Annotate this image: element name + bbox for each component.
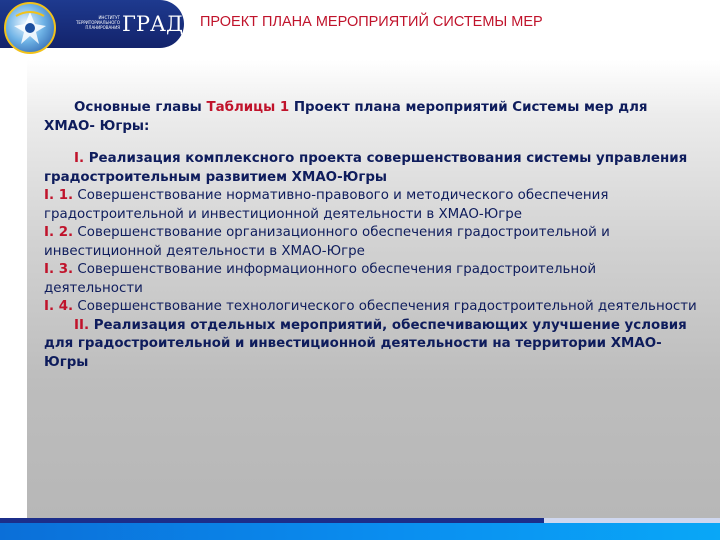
item-text: Совершенствование информационного обеспечения градостроительной деятельности <box>44 262 597 296</box>
item-text: Совершенствование технологического обеспечения градостроительной деятельности <box>73 299 697 314</box>
section-1-item-1 <box>44 187 699 224</box>
item-text: Совершенствование нормативно-правового и методического обеспечения градостроительной и инвестиционной деятельности в ХМАО-Югре <box>44 188 609 222</box>
item-number: I. 4. <box>44 299 74 314</box>
section-1-item-3 <box>44 261 699 298</box>
section-1-item-2 <box>44 224 699 261</box>
section-1-title: Реализация комплексного проекта совершенствования системы управления градостроительным развитием ХМАО-Югры <box>44 151 688 185</box>
item-number: I. 2. <box>44 225 74 240</box>
intro-suffix: Проект плана мероприятий Системы мер для ХМАО- Югры: <box>44 100 648 134</box>
logo-institute-text: ИНСТИТУТ ТЕРРИТОРИАЛЬНОГО ПЛАНИРОВАНИЯ <box>75 15 120 30</box>
emblem-circle-icon <box>4 2 56 54</box>
intro-highlight: Таблицы 1 <box>206 100 290 115</box>
section-1-heading <box>44 150 699 187</box>
item-number: I. 3. <box>44 262 74 277</box>
page-title: ПРОЕКТ ПЛАНА МЕРОПРИЯТИЙ СИСТЕМЫ МЕР <box>200 14 543 30</box>
footer-band <box>0 523 720 540</box>
section-1-number: I. <box>74 151 85 166</box>
section-1-item-4 <box>44 298 699 317</box>
slide-header <box>0 0 720 56</box>
section-2-title: Реализация отдельных мероприятий, обеспечивающих улучшение условия для градостроительной и инвестиционной деятельности на территории ХМАО-Югры <box>44 317 687 370</box>
logo-brand-text: ГРАД <box>122 12 184 36</box>
emblem-arrows-icon <box>6 4 54 52</box>
content-body <box>44 99 699 372</box>
logo-block <box>0 0 184 48</box>
intro-prefix: Основные главы <box>74 100 207 115</box>
section-2-heading <box>44 317 699 373</box>
intro-paragraph <box>44 99 699 136</box>
item-number: I. 1. <box>44 188 74 203</box>
section-2-number: II. <box>74 317 90 333</box>
item-text: Совершенствование организационного обеспечения градостроительной и инвестиционной деятельности в ХМАО-Югре <box>44 225 610 259</box>
